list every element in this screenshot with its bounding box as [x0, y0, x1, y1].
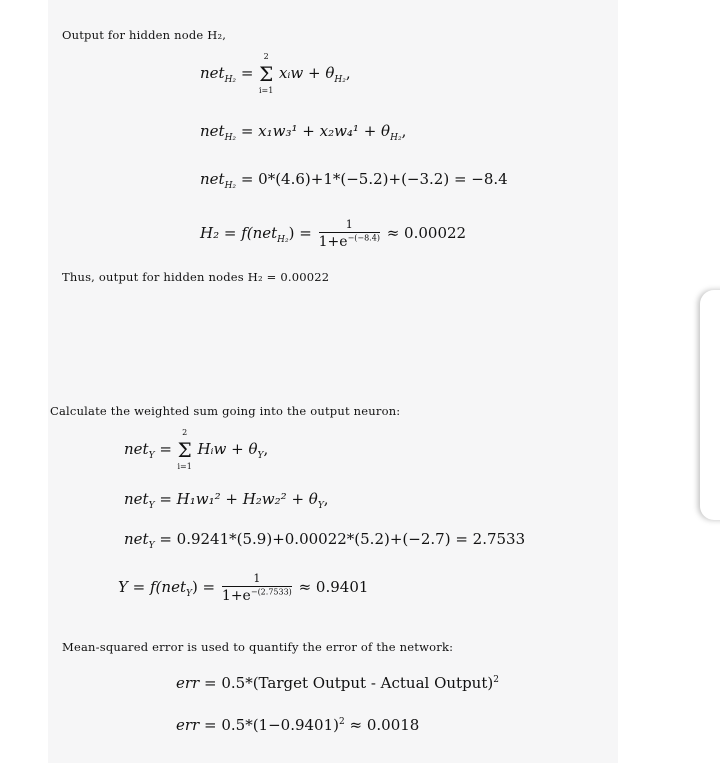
equation-h2-activation: H₂ = f(net$_{H_2}$) = $\frac{1}{1+e^{-(-8.4)}}$ ≈ 0.00022	[200, 218, 467, 250]
equation-net-y-value: net$_Y$ = 0.9241*(5.9)+0.00022*(5.2)+(−2.7) = 2.7533	[124, 530, 526, 551]
equation-net-y-sum: net$_Y$ = Σ 2 i=1 Hᵢw + $\theta_Y$,	[124, 428, 269, 471]
section1-heading: Output for hidden node H₂,	[62, 28, 227, 42]
summation-symbol: Σ 2 i=1	[258, 52, 274, 95]
equation-error-value: err = $0.5*(1-0.9401)^2 \approx 0.0018$	[176, 716, 420, 734]
equation-net-h2-value: net$_{H_2}$ = 0*(4.6)+1*(−5.2)+(−3.2) = −8.4	[200, 170, 508, 191]
side-panel-edge[interactable]	[700, 290, 720, 520]
section1-conclusion: Thus, output for hidden nodes H₂ = 0.00022	[62, 270, 330, 284]
fraction: $\frac{1}{1+e^{-(-8.4)}}$	[318, 218, 380, 250]
document-page	[48, 0, 618, 763]
section2-heading: Calculate the weighted sum going into the output neuron:	[50, 404, 401, 418]
equation-error-definition: err = 0.5*(Target Output - Actual Output)$^2$	[176, 674, 499, 692]
equation-net-h2-expanded: $net_{H_2} = x_1w_3^1 + x_2w_4^1 + \theta_{H_2}$,	[200, 122, 407, 143]
fraction: $\frac{1}{1+e^{-(2.7533)}}$	[221, 572, 292, 604]
summation-symbol: Σ 2 i=1	[177, 428, 192, 471]
equation-net-h2-sum: net$_{H_2}$ = Σ 2 i=1 xᵢw + $\theta_{H_2}$,	[200, 52, 351, 95]
equation-y-activation: Y = f(net$_Y$) = $\frac{1}{1+e^{-(2.7533)}}$ ≈ 0.9401	[118, 572, 369, 604]
section3-heading: Mean-squared error is used to quantify the error of the network:	[62, 640, 454, 654]
equation-net-y-expanded: $net_Y = H_1w_1^2 + H_2w_2^2 + \theta_Y$,	[124, 490, 329, 511]
